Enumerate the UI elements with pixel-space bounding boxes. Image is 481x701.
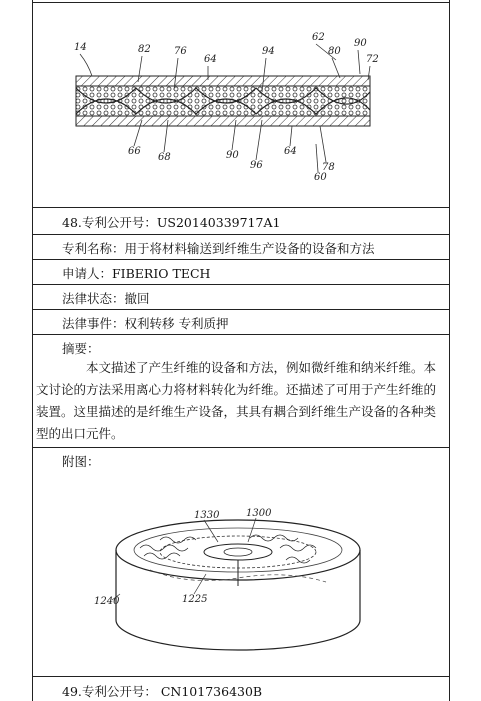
middle-layer: [76, 86, 370, 116]
ref-label: 1240: [94, 596, 120, 607]
ref-label: 66: [128, 146, 141, 157]
bottom-layer: [76, 116, 370, 126]
ref-label: 64: [284, 146, 297, 157]
top-layer: [76, 76, 370, 86]
ref-label: 68: [158, 152, 171, 163]
ref-label: 14: [74, 42, 87, 53]
ref-label: 62: [312, 32, 325, 43]
table-rule: [32, 234, 450, 235]
ref-label: 60: [314, 172, 327, 183]
table-rule: [32, 447, 450, 448]
entry48-legal-event: 法律事件：权利转移 专利质押: [62, 316, 229, 331]
entry48-pub-no: 48.专利公开号：US20140339717A1: [62, 215, 281, 230]
entry49-pub-no: 49.专利公开号： CN101736430B: [62, 684, 263, 699]
ref-label: 96: [250, 160, 263, 171]
ref-label: 1300: [246, 508, 272, 519]
table-rule: [32, 309, 450, 310]
entry48-name: 专利名称：用于将材料输送到纤维生产设备的设备和方法: [62, 241, 375, 256]
ref-label: 90: [226, 150, 239, 161]
ref-label: 78: [322, 162, 335, 173]
ref-label: 94: [262, 46, 275, 57]
ref-label: 82: [138, 44, 151, 55]
ref-label: 64: [204, 54, 217, 65]
table-rule: [32, 207, 450, 208]
ref-label: 76: [174, 46, 187, 57]
ref-label: 1330: [194, 510, 220, 521]
table-border-right: [449, 0, 450, 701]
entry48-applicant: 申请人：FIBERIO TECH: [62, 266, 211, 281]
patent-figure-cylinder: [90, 490, 390, 670]
table-rule: [32, 676, 450, 677]
ref-label: 1225: [182, 594, 208, 605]
table-rule: [32, 2, 450, 3]
entry48-legal-status: 法律状态：撤回: [62, 291, 150, 306]
patent-figure-layers: [40, 8, 440, 203]
ref-label: 90: [354, 38, 367, 49]
abstract-text: 本文描述了产生纤维的设备和方法，例如微纤维和纳米纤维。本文讨论的方法采用离心力将材料转化为纤维。还描述了可用于产生纤维的装置。这里描述的是纤维生产设备，其具有耦合到纤维生产设备的各种类型的出口元件。: [36, 360, 437, 441]
spinner-disc: [204, 544, 272, 560]
ref-label: 80: [328, 46, 341, 57]
table-rule: [32, 259, 450, 260]
table-rule: [32, 284, 450, 285]
entry48-figure-label: 附图：: [62, 454, 100, 469]
entry48-abstract: [36, 357, 448, 445]
entry48-abstract-label: 摘要：: [62, 341, 100, 356]
table-border-left: [32, 0, 33, 701]
ref-label: 72: [366, 54, 379, 65]
table-rule: [32, 334, 450, 335]
